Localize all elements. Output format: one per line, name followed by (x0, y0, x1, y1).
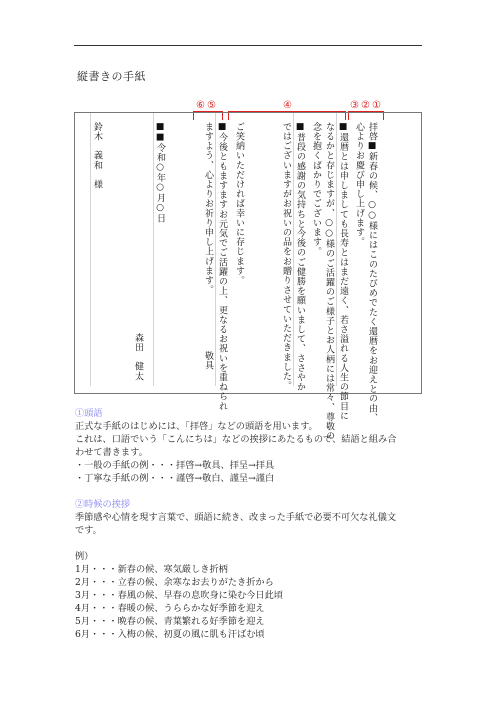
marker-2: ② (361, 100, 370, 111)
marker-5: ⑤ (207, 100, 216, 111)
marker-6: ⑥ (196, 100, 205, 111)
month-example: 4月・・・春暖の候、うららかな好季節を迎え (75, 603, 265, 614)
section-heading-1: ①頭語 (75, 408, 103, 419)
letter-line-3: ■還暦とは申しましても長寿とはまだ遠く、若さ溢れる人生の節目に (336, 113, 348, 386)
month-example: 3月・・・春風の候、早春の息吹身に染む今日此頃 (75, 590, 283, 601)
section-1-line: これは、口語でいう「こんにちは」などの挨拶にあたるもので、結語と組み合 (75, 434, 397, 445)
letter-date: ■■令和○年○月○日 (153, 113, 165, 386)
letter-line-5: 念を抱くばかりでございます。 (311, 122, 321, 257)
letter-closing: 敬具 (203, 351, 213, 371)
letter-line-9: ■今後ともますますお元気でご活躍の上、更なるお祝いを重ねられ (215, 113, 227, 386)
month-example: 5月・・・晩春の候、青葉繁れる好季節を迎え (75, 616, 265, 627)
letter-line-6: ■普段の感謝の気持ちと今後のご健勝を願いまして、ささやか (293, 113, 305, 386)
page-title: 縦書きの手紙 (77, 70, 146, 83)
marker-1: ① (372, 100, 381, 111)
explanation (75, 407, 425, 641)
top-rule (74, 45, 422, 46)
section-1-line: わせて書きます。 (75, 447, 148, 458)
marker-3: ③ (350, 100, 359, 111)
month-example: 6月・・・入梅の候、初夏の風に肌も汗ばむ頃 (75, 629, 265, 640)
section-1-line: ・丁寧な手紙の例・・・謹啓→敬白、謹呈→謹白 (75, 473, 275, 484)
section-1-line: ・一般の手紙の例・・・拝啓→敬具、拝呈→拝具 (75, 460, 275, 471)
month-example: 1月・・・新春の候、寒気厳しき折柄 (75, 564, 228, 575)
letter-sender: 森田 健太 (133, 333, 143, 381)
month-example: 2月・・・立春の候、余寒なお去りがたき折から (75, 577, 274, 588)
letter-line-8: ご笑納いただければ幸いに存じます。 (234, 122, 244, 286)
marker-4: ④ (283, 100, 292, 111)
letter-line-2: 心よりお慶び申し上げます。 (354, 122, 364, 247)
letter-recipient: 鈴木 義和 様 (90, 113, 102, 386)
section-2-line: 季節感や心情を現す言葉で、頭語に続き、改まった手紙で必要不可欠な礼儀文 (75, 512, 397, 523)
letter-line-10: ますよう、心よりお祈り申し上げます。 (203, 122, 213, 295)
section-heading-2: ②時候の挨拶 (75, 499, 131, 510)
example-label: 例） (75, 551, 94, 562)
letter-line-7: ではございますがお祝いの品をお贈りさせていただきました。 (281, 122, 291, 391)
section-1-line: 正式な手紙のはじめには、「拝啓」などの頭語を用います。 (75, 421, 318, 432)
letter-line-4: なるかと存じますが、○○様のご活躍のご様子とお人柄には常々、尊敬の (324, 122, 334, 441)
letter-line-1: 拝啓■新春の候、○○様にはこのたびめでたく還暦をお迎えとの由、 (367, 122, 377, 423)
section-2-line: です。 (75, 525, 102, 536)
